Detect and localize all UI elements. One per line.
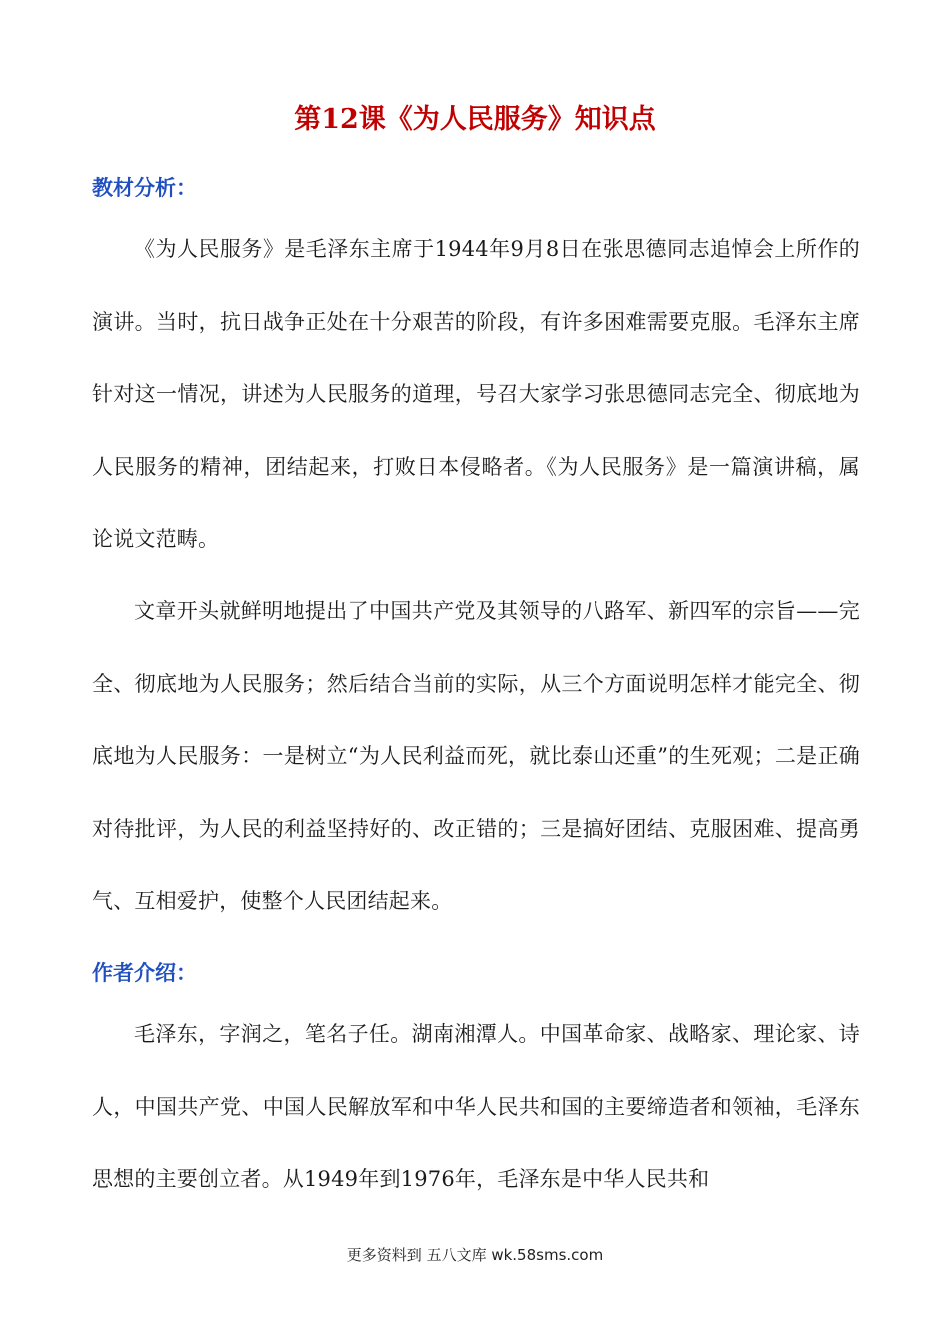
paragraph-analysis-1: 《为人民服务》是毛泽东主席于1944年9月8日在张思德同志追悼会上所作的演讲。当时，抗日战争正处在十分艰苦的阶段，有许多困难需要克服。毛泽东主席针对这一情况，讲述为人民服务的道理，号召大家学习张思德同志完全、彻底地为人民服务的精神，团结起来，打败日本侵略者。《为人民服务》是一篇演讲稿，属论说文范畴。 [92, 237, 860, 551]
footer-note: 更多资料到 五八文库 wk.58sms.com [346, 1246, 604, 1264]
section-heading-author-intro: 作者介绍： [92, 961, 197, 985]
page-title: 第12课《为人民服务》知识点 [294, 104, 656, 135]
paragraph-author-1: 毛泽东，字润之，笔名子任。湖南湘潭人。中国革命家、战略家、理论家、诗人，中国共产党、中国人民解放军和中华人民共和国的主要缔造者和领袖，毛泽东思想的主要创立者。从1949年到1976年，毛泽东是中华人民共和 [92, 1022, 860, 1191]
paragraph-analysis-2: 文章开头就鲜明地提出了中国共产党及其领导的八路军、新四军的宗旨——完全、彻底地为人民服务；然后结合当前的实际，从三个方面说明怎样才能完全、彻底地为人民服务：一是树立“为人民利益而死，就比泰山还重”的生死观；二是正确对待批评，为人民的利益坚持好的、改正错的；三是搞好团结、克服困难、提高勇气、互相爱护，使整个人民团结起来。 [92, 599, 860, 913]
section-heading-textbook-analysis: 教材分析： [92, 176, 197, 200]
